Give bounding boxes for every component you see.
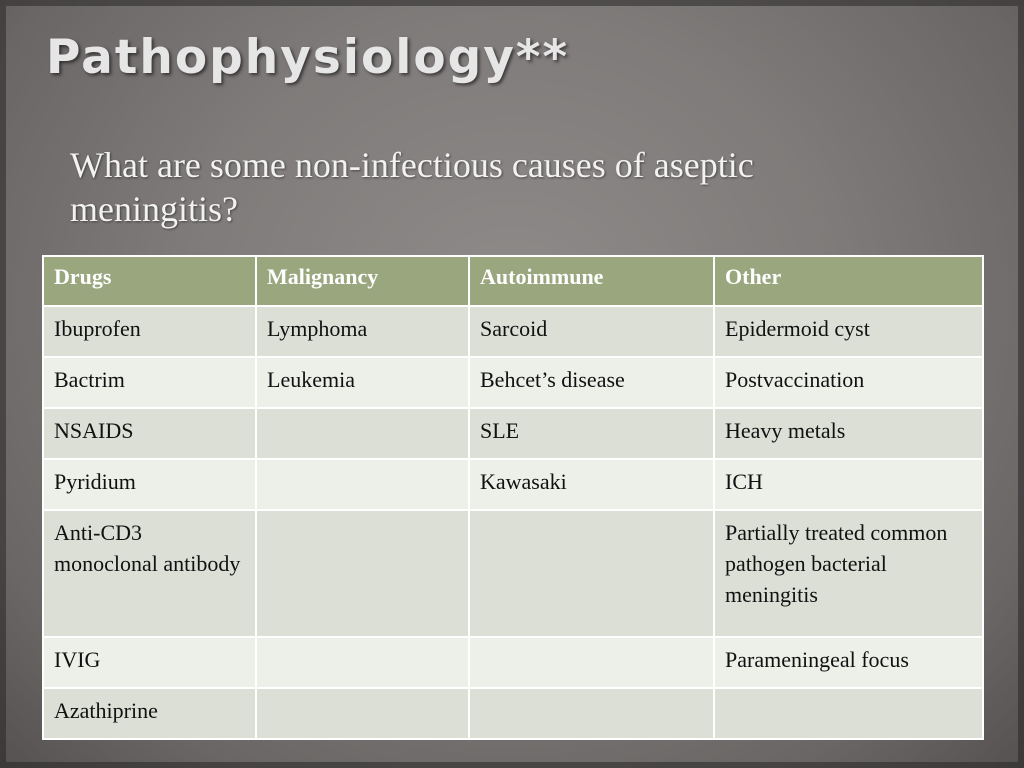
table-cell: Anti-CD3 monoclonal antibody (43, 510, 256, 637)
table-row (43, 408, 983, 459)
header-autoimmune: Autoimmune (469, 256, 714, 306)
header-malignancy: Malignancy (256, 256, 469, 306)
table-row (43, 357, 983, 408)
table-cell (256, 688, 469, 739)
bullet-text: What are some non-infectious causes of aseptic meningitis? (70, 145, 754, 229)
table-cell: Ibuprofen (43, 306, 256, 357)
table-cell: Heavy metals (714, 408, 983, 459)
table-cell: Bactrim (43, 357, 256, 408)
table-row (43, 459, 983, 510)
table-cell: NSAIDS (43, 408, 256, 459)
table-cell: Kawasaki (469, 459, 714, 510)
table-cell (469, 510, 714, 637)
bullet-item (42, 143, 922, 231)
table-cell (256, 637, 469, 688)
table-row (43, 637, 983, 688)
table-cell: Epidermoid cyst (714, 306, 983, 357)
table-cell: Parameningeal focus (714, 637, 983, 688)
table-cell: Postvaccination (714, 357, 983, 408)
table-row (43, 306, 983, 357)
slide-title: Pathophysiology** (46, 30, 570, 85)
table-cell (469, 688, 714, 739)
table-cell: IVIG (43, 637, 256, 688)
table-cell: ICH (714, 459, 983, 510)
table-cell: Behcet’s disease (469, 357, 714, 408)
table-cell: SLE (469, 408, 714, 459)
table-cell: Partially treated common pathogen bacterial meningitis (714, 510, 983, 637)
table-cell (256, 510, 469, 637)
header-drugs: Drugs (43, 256, 256, 306)
table-cell: Leukemia (256, 357, 469, 408)
table-cell (256, 408, 469, 459)
table-cell: Azathiprine (43, 688, 256, 739)
table-header-row (43, 256, 983, 306)
table-cell: Lymphoma (256, 306, 469, 357)
table-cell (714, 688, 983, 739)
table-row (43, 510, 983, 637)
table-row (43, 688, 983, 739)
causes-table (42, 255, 984, 740)
table-cell: Sarcoid (469, 306, 714, 357)
table-cell: Pyridium (43, 459, 256, 510)
table-cell (469, 637, 714, 688)
header-other: Other (714, 256, 983, 306)
table-cell (256, 459, 469, 510)
